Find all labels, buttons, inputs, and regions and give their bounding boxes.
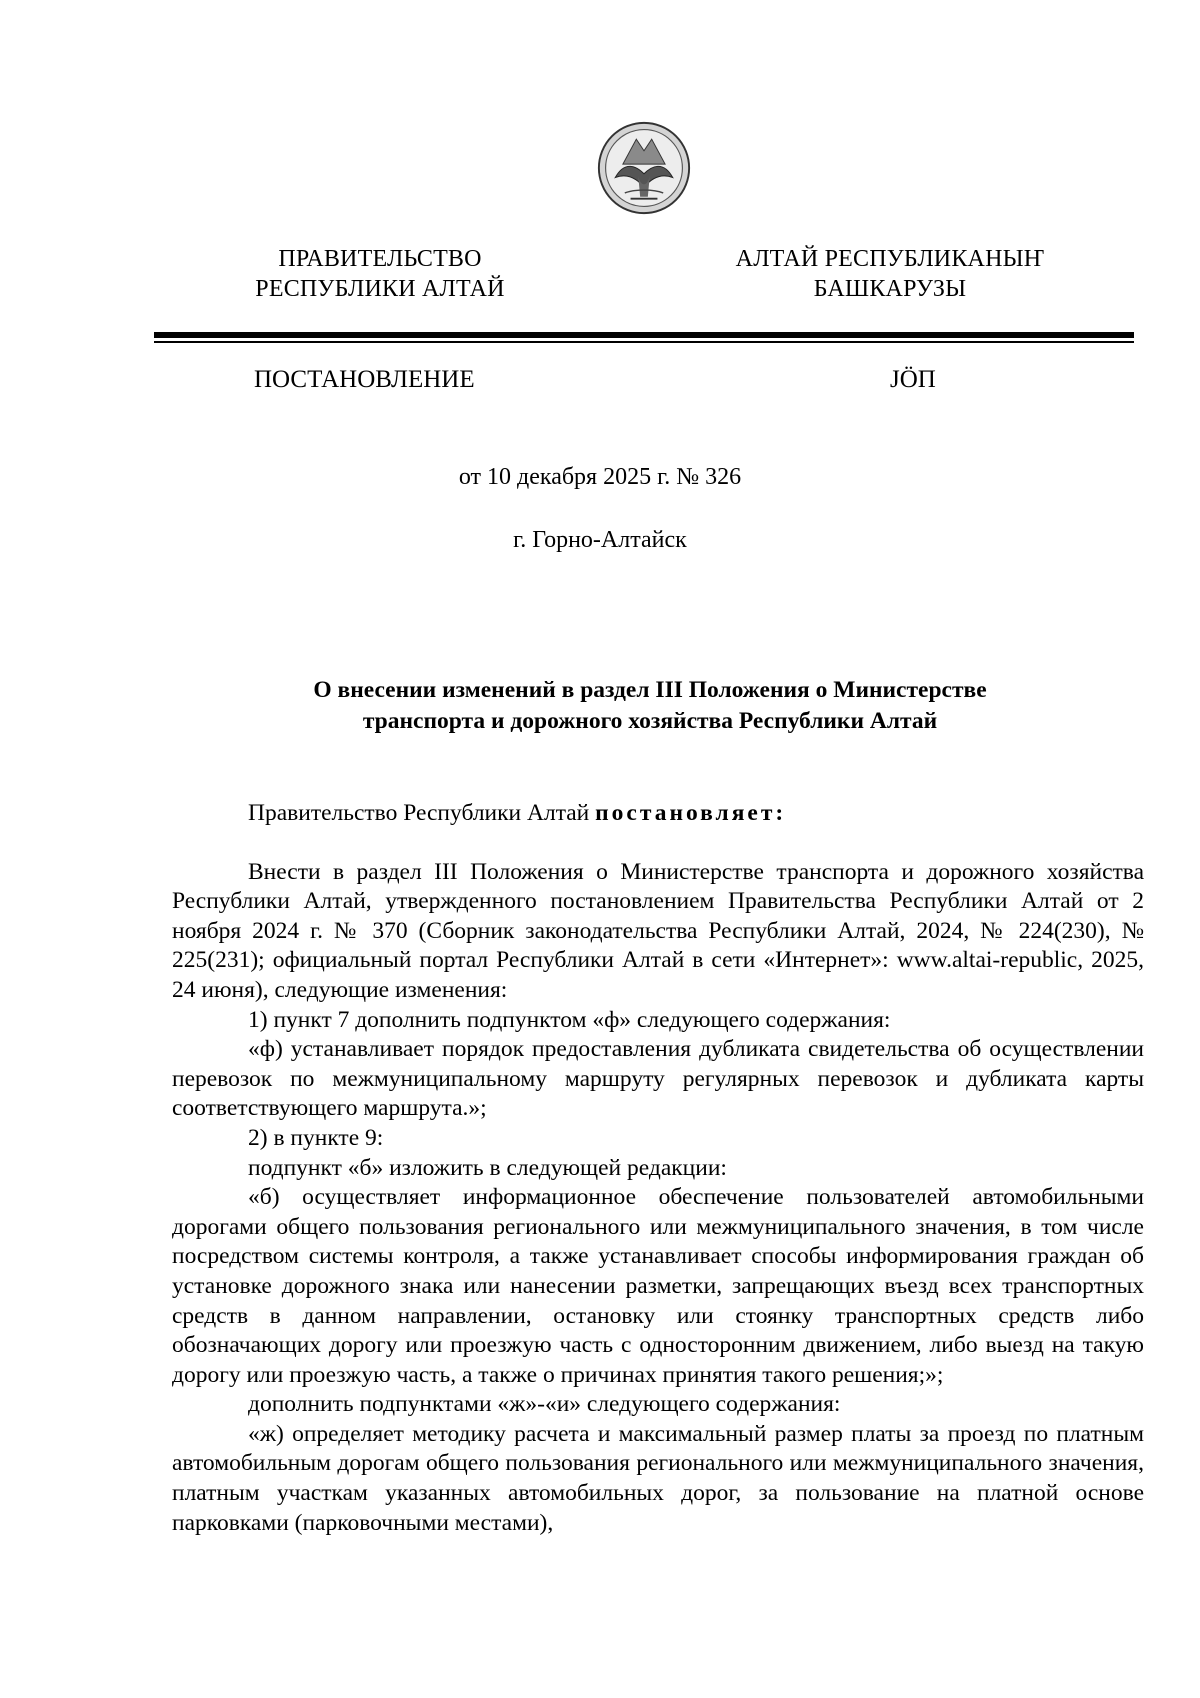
body-paragraph-8: «ж) определяет методику расчета и максимальный размер платы за проезд по платным автомобильным дорогам общего пользования регионального или межмуниципального значения, платным участкам указанных автомобильных дорог, за пользование на платной основе парковками (парковочными местами), [172, 1420, 1144, 1536]
org-name-altai [690, 244, 1090, 304]
document-date-number: от 10 декабря 2025 г. № 326 [458, 464, 742, 490]
body-paragraph-4: 2) в пункте 9: [248, 1124, 384, 1151]
body-paragraph-1: Внести в раздел III Положения о Министерстве транспорта и дорожного хозяйства Республики Алтай, утвержденного постановлением Правительства Республики Алтай от 2 ноября 2024 г. № 370 (Сборник законодательства Республики Алтай, 2024, № 224(230), № 225(231); официальный портал Республики Алтай в сети «Интернет»: www.altai-republic, 2025, 24 июня), следующие изменения: [172, 858, 1144, 1003]
body-paragraph-6: «б) осуществляет информационное обеспечение пользователей автомобильными дорогами общего пользования регионального или межмуниципального значения, в том числе посредством системы контроля, а также устанавливает способы информирования граждан об установке дорожного знака или нанесении разметки, запрещающих въезд всех транспортных средств в данном направлении, остановку или стоянку транспортных средств либо обозначающих дорогу или проезжую часть с односторонним движением, либо выезд на такую дорогу или проезжую часть, а также о причинах принятия такого решения;»; [172, 1184, 1144, 1388]
title-line-2: транспорта и дорожного хозяйства Республики Алтай [362, 708, 938, 734]
title-line-1: О внесении изменений в раздел III Положения о Министерстве [313, 677, 987, 703]
coat-of-arms-emblem [596, 120, 692, 216]
lead-emphasis: постановляет: [595, 800, 787, 826]
body-paragraph-5: подпункт «б» изложить в следующей редакции: [248, 1154, 727, 1181]
lead-text: Правительство Республики Алтай [248, 800, 596, 826]
resolution-lead [172, 799, 1144, 829]
org-name-ru-line-2: РЕСПУБЛИКИ АЛТАЙ [255, 276, 505, 302]
org-name-alt-line-1: АЛТАЙ РЕСПУБЛИКАНЫҤ [735, 246, 1045, 272]
doc-type-russian: ПОСТАНОВЛЕНИЕ [254, 366, 475, 393]
org-name-ru-line-1: ПРАВИТЕЛЬСТВО [278, 246, 482, 272]
org-name-alt-line-2: БАШКАРУЗЫ [813, 276, 967, 302]
org-name-russian [190, 244, 570, 304]
body-paragraph-7: дополнить подпунктами «ж»-«и» следующего содержания: [248, 1391, 841, 1418]
doc-type-altai: ЈӦП [890, 366, 936, 393]
document-title [200, 675, 1100, 737]
body-paragraph-2: 1) пункт 7 дополнить подпунктом «ф» следующего содержания: [248, 1006, 891, 1033]
document-body [172, 799, 1144, 1538]
header-divider-thin [154, 341, 1134, 343]
body-paragraph-3: «ф) устанавливает порядок предоставления дубликата свидетельства об осуществлении перевозок по межмуниципальному маршруту регулярных перевозок и дубликата карты соответствующего маршрута.»; [172, 1036, 1144, 1122]
header-divider-thick [154, 332, 1134, 338]
document-city: г. Горно-Алтайск [513, 527, 687, 553]
